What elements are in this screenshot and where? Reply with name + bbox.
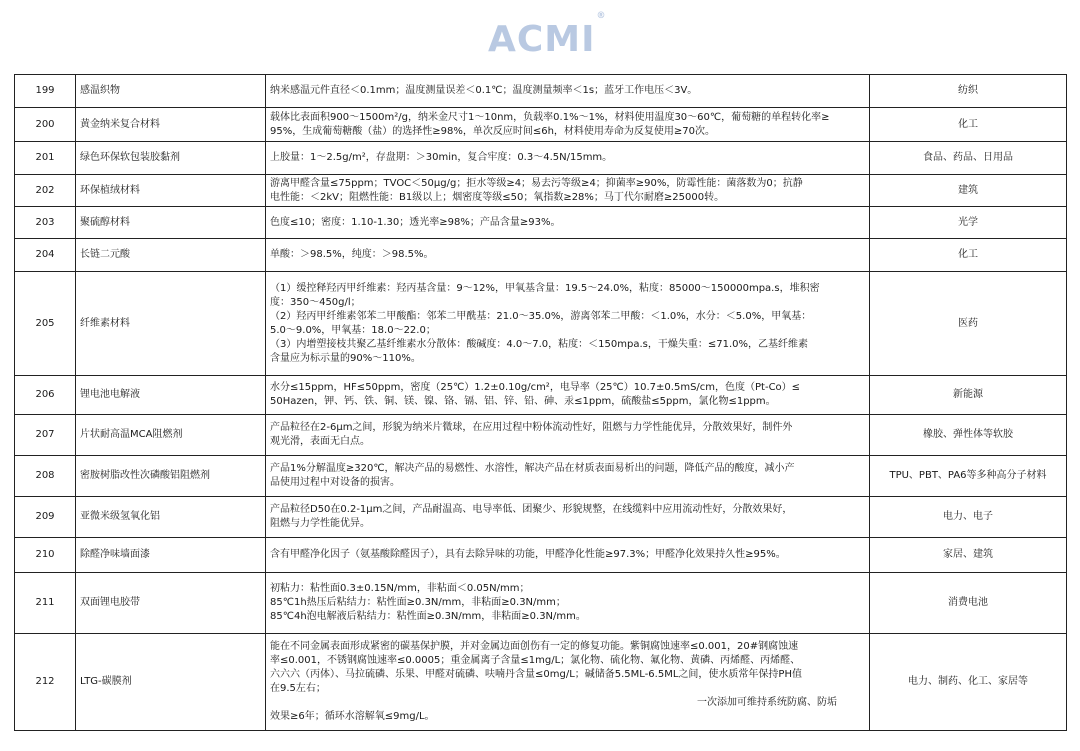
material-name: 环保植绒材料: [76, 175, 266, 207]
spec-line: 纳米感温元件直径＜0.1mm；温度测量误差＜0.1℃；温度测量频率＜1s；蓝牙工作电压＜3V。: [270, 85, 698, 96]
logo-bar: [0, 0, 1080, 72]
spec-line: 效果≥6年；循环水溶解氧≤9mg/L。: [270, 711, 435, 722]
row-number: 207: [15, 415, 76, 456]
row-number: 199: [15, 75, 76, 108]
table-row: [15, 573, 1067, 634]
application-field: 化工: [870, 239, 1067, 272]
application-field: 医药: [870, 272, 1067, 376]
spec-line: 上胶量：1～2.5g/m²，存盘期：＞30min，复合牢度：0.3～4.5N/15mm。: [270, 152, 613, 163]
spec-line: 载体比表面积900～1500m²/g，纳米金尺寸1～10nm，负载率0.1%～1%，材料使用温度30～60℃，葡萄糖的单程转化率≥: [270, 111, 830, 123]
spec-description: [266, 497, 870, 538]
spec-line: 50Hazen，钾、钙、铁、铜、镁、镍、铬、镉、铝、锌、铅、砷、汞≤1ppm，硫酸盐≤5ppm，氯化物≤1ppm。: [270, 396, 776, 407]
table-row: [15, 456, 1067, 497]
spec-line: 产品1%分解温度≥320℃，解决产品的易燃性、水溶性，解决产品在材质表面易析出的问题，降低产品的酸度，减小产: [270, 463, 795, 474]
table-row: [15, 634, 1067, 731]
spec-line: 度：350～450g/l；: [270, 296, 361, 308]
row-number: 205: [15, 272, 76, 376]
spec-description: [266, 573, 870, 634]
spec-line: 含量应为标示量的90%～110%。: [270, 352, 421, 364]
row-number: 203: [15, 207, 76, 239]
application-field: 建筑: [870, 175, 1067, 207]
application-field: 化工: [870, 108, 1067, 142]
application-field: 电力、电子: [870, 497, 1067, 538]
application-field: 家居、建筑: [870, 538, 1067, 573]
row-number: 206: [15, 376, 76, 415]
row-number: 202: [15, 175, 76, 207]
table-body: [15, 75, 1067, 731]
spec-line: （1）缓控释羟丙甲纤维素：羟丙基含量：9～12%，甲氧基含量：19.5～24.0%，粘度：85000～150000mpa.s，堆积密: [270, 282, 820, 294]
material-name: 密胺树脂改性次磷酸铝阻燃剂: [76, 456, 266, 497]
spec-line: 水分≤15ppm，HF≤50ppm，密度（25℃）1.2±0.10g/cm²，电导率（25℃）10.7±0.5mS/cm，色度（Pt-Co）≤: [270, 382, 801, 393]
spec-description: [266, 239, 870, 272]
material-name: 锂电池电解液: [76, 376, 266, 415]
row-number: 209: [15, 497, 76, 538]
spec-description: [266, 376, 870, 415]
spec-line: 产品粒径D50在0.2-1μm之间，产品耐温高、电导率低、团聚少、形貌规整，在线缆料中应用流动性好，分散效果好，: [270, 504, 793, 515]
spec-line: （3）内增塑接枝共聚乙基纤维素水分散体：酸碱度：4.0～7.0，粘度：＜150mpa.s，干燥失重：≤71.0%，乙基纤维素: [270, 338, 809, 350]
material-name: 双面锂电胶带: [76, 573, 266, 634]
spec-line: 一次添加可维持系统防腐、防垢: [697, 697, 837, 708]
material-name: 片状耐高温MCA阻燃剂: [76, 415, 266, 456]
application-field: TPU、PBT、PA6等多种高分子材料: [870, 456, 1067, 497]
spec-line: 阻燃与力学性能优异。: [270, 518, 370, 529]
table-row: [15, 108, 1067, 142]
spec-line: 产品粒径在2-6μm之间，形貌为纳米片微球，在应用过程中粉体流动性好，阻燃与力学性能优异，分散效果好，制件外: [270, 422, 793, 433]
acmi-logo: ACMI®: [488, 11, 607, 60]
spec-description: [266, 142, 870, 175]
material-name: 除醛净味墙面漆: [76, 538, 266, 573]
material-name: 感温织物: [76, 75, 266, 108]
spec-line: 色度≤10；密度：1.10-1.30；透光率≥98%；产品含量≥93%。: [270, 216, 561, 228]
material-name: 长链二元酸: [76, 239, 266, 272]
table-row: [15, 415, 1067, 456]
spec-description: [266, 175, 870, 207]
material-name: 纤维素材料: [76, 272, 266, 376]
material-name: 聚硫醇材料: [76, 207, 266, 239]
table-row: [15, 142, 1067, 175]
application-field: 新能源: [870, 376, 1067, 415]
spec-line: 率≤0.001，不锈钢腐蚀速率≤0.0005；重金属离子含量≤1mg/L；氯化物、硫化物、氟化物、黄磷、丙烯醛、丙烯醛、: [270, 655, 801, 666]
material-name: 黄金纳米复合材料: [76, 108, 266, 142]
spec-line: 5.0～9.0%，甲氧基：18.0～22.0；: [270, 324, 436, 336]
spec-line: （2）羟丙甲纤维素邻苯二甲酸酯：邻苯二甲酰基：21.0～35.0%，游离邻苯二甲酸：＜1.0%，水分：＜5.0%，甲氧基：: [270, 310, 812, 322]
row-number: 204: [15, 239, 76, 272]
spec-line: 在9.5左右；: [270, 683, 326, 694]
row-number: 201: [15, 142, 76, 175]
material-name: 绿色环保软包装胶黏剂: [76, 142, 266, 175]
table-row: [15, 376, 1067, 415]
spec-description: [266, 634, 870, 731]
spec-description: [266, 207, 870, 239]
spec-description: [266, 538, 870, 573]
spec-line: 单酸：＞98.5%，纯度：＞98.5%。: [270, 249, 434, 260]
table-row: [15, 538, 1067, 573]
spec-line: 初粘力：粘性面0.3±0.15N/mm，非粘面＜0.05N/mm；: [270, 583, 530, 594]
row-number: 208: [15, 456, 76, 497]
spec-line: 六六六（丙体）、马拉硫磷、乐果、甲醛对硫磷、呋喃丹含量≤0mg/L；碱储备5.5ML-6.5ML之间，使水质常年保持PH值: [270, 669, 802, 680]
spec-line: 95%，生成葡萄糖酸（盐）的选择性≥98%，单次反应时间≤6h，材料使用寿命为反复使用≥70次。: [270, 125, 716, 137]
spec-line: 电性能：＜2kV；阻燃性能：B1级以上；烟密度等级≤50；氧指数≥28%；马丁代尔耐磨≥25000转。: [270, 191, 725, 203]
material-name: 亚微米级氢氧化铝: [76, 497, 266, 538]
application-field: 光学: [870, 207, 1067, 239]
table-row: [15, 75, 1067, 108]
materials-spec-table: [14, 74, 1067, 731]
application-field: 橡胶、弹性体等软胶: [870, 415, 1067, 456]
spec-description: [266, 415, 870, 456]
spec-line: 85℃1h热压后粘结力：粘性面≥0.3N/mm，非粘面≥0.3N/mm；: [270, 597, 566, 608]
spec-line: 品使用过程中对设备的损害。: [270, 477, 400, 488]
spec-line: 85℃4h泡电解液后粘结力：粘性面≥0.3N/mm，非粘面≥0.3N/mm。: [270, 611, 586, 622]
spec-line: 含有甲醛净化因子（氨基酸除醛因子），具有去除异味的功能，甲醛净化性能≥97.3%；甲醛净化效果持久性≥95%。: [270, 549, 786, 560]
table-row: [15, 272, 1067, 376]
table-row: [15, 207, 1067, 239]
spec-description: [266, 75, 870, 108]
spec-description: [266, 272, 870, 376]
spec-description: [266, 108, 870, 142]
application-field: 纺织: [870, 75, 1067, 108]
application-field: 食品、药品、日用品: [870, 142, 1067, 175]
table-row: [15, 239, 1067, 272]
spec-description: [266, 456, 870, 497]
row-number: 210: [15, 538, 76, 573]
row-number: 200: [15, 108, 76, 142]
spec-line: 观光滑，表面无白点。: [270, 436, 370, 447]
spec-line: 游离甲醛含量≤75ppm；TVOC＜50μg/g；拒水等级≥4；易去污等级≥4；抑菌率≥90%，防霉性能：菌落数为0；抗静: [270, 177, 803, 189]
row-number: 212: [15, 634, 76, 731]
application-field: 电力、制药、化工、家居等: [870, 634, 1067, 731]
row-number: 211: [15, 573, 76, 634]
table-row: [15, 497, 1067, 538]
application-field: 消费电池: [870, 573, 1067, 634]
spec-line: 能在不同金属表面形成紧密的碳基保护膜，并对金属边面创伤有一定的修复功能。紫铜腐蚀速率≤0.001，20#钢腐蚀速: [270, 641, 799, 652]
table-row: [15, 175, 1067, 207]
material-name: LTG-碳膜剂: [76, 634, 266, 731]
